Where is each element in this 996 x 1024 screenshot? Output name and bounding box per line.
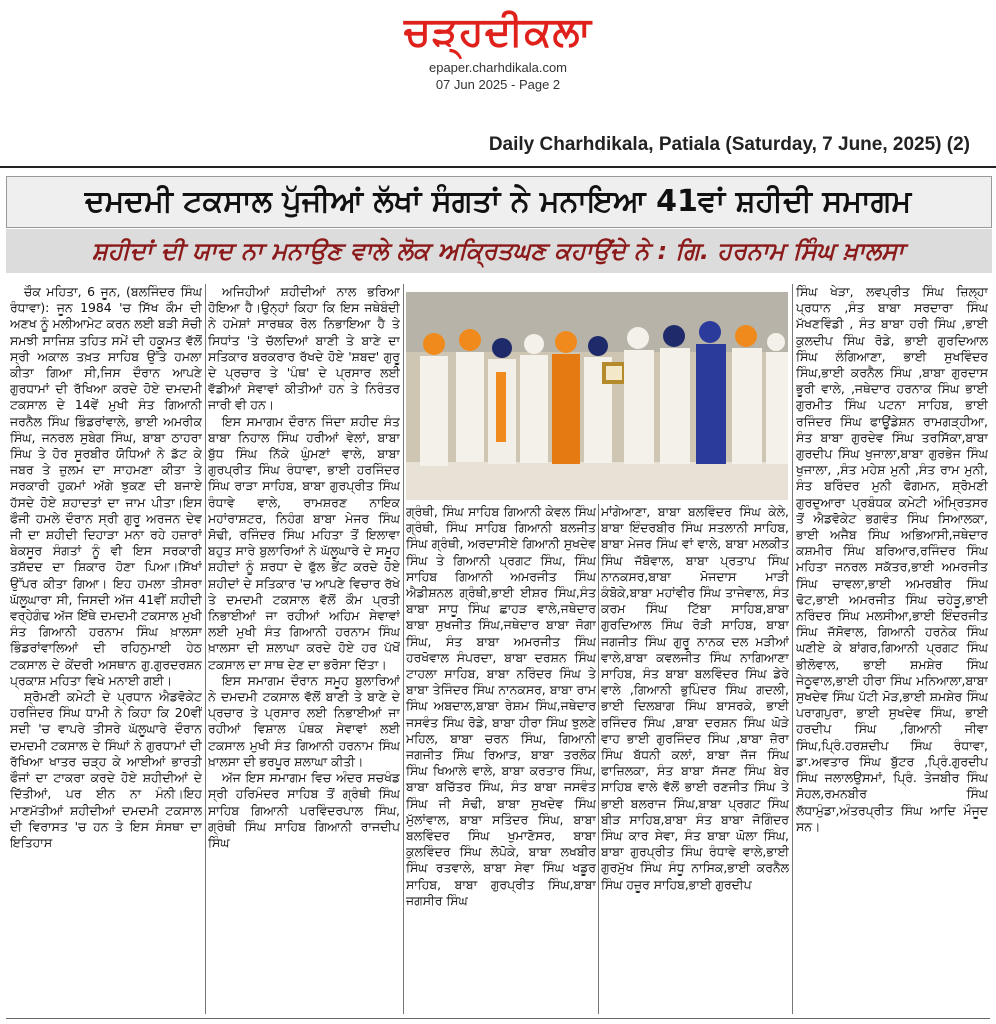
article-column-1 (10, 284, 202, 1018)
ceremony-photo-illustration (406, 292, 788, 500)
article-column-5 (796, 284, 988, 1018)
paper-dateline: Daily Charhdikala, Patiala (Saturday, 7 June, 2025) (2) (488, 134, 970, 155)
masthead-logo: ਚੜ੍ਹਦੀਕਲਾ (404, 9, 592, 55)
ceremony-photo (406, 292, 788, 500)
column-divider (792, 284, 793, 1014)
paragraph: ਅਜਿਹੀਆਂ ਸ਼ਹੀਦੀਆਂ ਨਾਲ ਭਰਿਆ ਹੋਇਆ ਹੈ।ਉਨ੍ਹਾਂ ਕਿਹਾ ਕਿ ਇਸ ਜਥੇਬੰਦੀ ਨੇ ਹਮੇਸ਼ਾਂ ਸਾਰਥਕ ਰੋਲ ਨਿਭਾਇਆ ਹੈ ਤੇ ਸਿਧਾਂਤ 'ਤੇ ਚੱਲਦਿਆਂ ਬਾਣੀ ਤੇ ਬਾਣੇ ਦਾ ਸਤਿਕਾਰ ਬਰਕਰਾਰ ਰੱਖਦੇ ਹੋਏ 'ਸ਼ਬਦ' ਗੁਰੂ ਦੇ ਪ੍ਰਚਾਰ ਤੇ 'ਪੰਥ' ਦੇ ਪ੍ਰਸਾਰ ਲਈ ਵੱਡੀਆਂ ਸੇਵਾਵਾਂ ਕੀਤੀਆਂ ਹਨ ਤੇ ਨਿਰੰਤਰ ਜਾਰੀ ਵੀ ਹਨ। (208, 284, 400, 413)
paragraph: ਚੌਕ ਮਹਿਤਾ, 6 ਜੂਨ, (ਬਲਜਿੰਦਰ ਸਿੰਘ ਰੰਧਾਵਾ): ਜੂਨ 1984 'ਚ ਸਿੱਖ ਕੌਮ ਦੀ ਅਣਖ ਨੂੰ ਮਲੀਆਮੇਟ ਕਰਨ ਲਈ ਬੜੀ ਸੋਚੀ ਸਮਝੀ ਸਾਜਿਸ਼ ਤਹਿਤ ਸਮੇਂ ਦੀ ਹਕੂਮਤ ਵੱਲੋਂ ਸ੍ਰੀ ਅਕਾਲ ਤਖ਼ਤ ਸਾਹਿਬ ਉੱਤੇ ਹਮਲਾ ਕੀਤਾ ਗਿਆ ਸੀ,ਜਿਸ ਦੌਰਾਨ ਆਪਣੇ ਗੁਰਧਾਮਾਂ ਦੀ ਰੱਖਿਆ ਕਰਦੇ ਹੋਏ ਦਮਦਮੀ ਟਕਸਾਲ ਦੇ 14ਵੇਂ ਮੁਖੀ ਸੰਤ ਗਿਆਨੀ ਜਰਨੈਲ ਸਿੰਘ ਭਿੰਡਰਾਂਵਾਲੇ, ਭਾਈ ਅਮਰੀਕ ਸਿੰਘ, ਜਨਰਲ ਸੁਬੇਗ ਸਿੰਘ, ਬਾਬਾ ਠਾਹਰਾ ਸਿੰਘ ਤੇ ਹੋਰ ਸੂਰਬੀਰ ਯੋਧਿਆਂ ਨੇ ਡੱਟ ਕੇ ਜਬਰ ਤੇ ਜ਼ੁਲਮ ਦਾ ਸਾਹਮਣਾ ਕੀਤਾ ਤੇ ਸਰਕਾਰੀ ਹੁਕਮਾਂ ਅੱਗੇ ਝੁਕਣ ਦੀ ਬਜਾਏ ਹੱਸਦੇ ਹੋਏ ਸ਼ਹਾਦਤਾਂ ਦਾ ਜਾਮ ਪੀਤਾ।ਇਸ ਫੌਜੀ ਹਮਲੇ ਦੌਰਾਨ ਸ੍ਰੀ ਗੁਰੂ ਅਰਜਨ ਦੇਵ ਜੀ ਦਾ ਸ਼ਹੀਦੀ ਦਿਹਾੜਾ ਮਨਾ ਰਹੇ ਹਜ਼ਾਰਾਂ ਬੇਕਸੂਰ ਸੰਗਤਾਂ ਨੂੰ ਵੀ ਇਸ ਸਰਕਾਰੀ ਤਸ਼ੱਦਦ ਦਾ ਸ਼ਿਕਾਰ ਹੋਣਾ ਪਿਆ।ਸਿੱਖਾਂ ਉੱਪਰ ਕੀਤਾ ਗਿਆ। ਇਹ ਹਮਲਾ ਤੀਸਰਾ ਘੱਲੂਘਾਰਾ ਸੀ, ਜਿਸਦੀ ਅੱਜ 41ਵੀਂ ਸ਼ਹੀਦੀ ਵਰ੍ਹੇਗੰਢ ਅੱਜ ਇੱਥੇ ਦਮਦਮੀ ਟਕਸਾਲ ਮੁਖੀ ਸੰਤ ਗਿਆਨੀ ਹਰਨਾਮ ਸਿੰਘ ਖ਼ਾਲਸਾ ਭਿੰਡਰਾਂਵਾਲਿਆਂ ਦੀ ਰਹਿਨੁਮਾਈ ਹੇਠ ਟਕਸਾਲ ਦੇ ਕੇਂਦਰੀ ਅਸਥਾਨ ਗੁ.ਗੁਰਦਰਸ਼ਨ ਪ੍ਰਕਾਸ਼ ਮਹਿਤਾ ਵਿਖੇ ਮਨਾਈ ਗਈ। (10, 284, 202, 688)
subheadline: ਸ਼ਹੀਦਾਂ ਦੀ ਯਾਦ ਨਾ ਮਨਾਉਣ ਵਾਲੇ ਲੋਕ ਅਕ੍ਰਿਤਘਣ ਕਹਾਉਂਦੇ ਨੇ : ਗਿ. ਹਰਨਾਮ ਸਿੰਘ ਖ਼ਾਲਸਾ (91, 237, 905, 265)
headline: ਦਮਦਮੀ ਟਕਸਾਲ ਪੁੱਜੀਆਂ ਲੱਖਾਂ ਸੰਗਤਾਂ ਨੇ ਮਨਾਇਆ 41ਵਾਂ ਸ਼ਹੀਦੀ ਸਮਾਗਮ (84, 184, 912, 219)
paragraph: ਇਸ ਸਮਾਗਮ ਦੌਰਾਨ ਸਮੂਹ ਬੁਲਾਰਿਆਂ ਨੇ ਦਮਦਮੀ ਟਕਸਾਲ ਵੱਲੋਂ ਬਾਣੀ ਤੇ ਬਾਣੇ ਦੇ ਪ੍ਰਚਾਰ ਤੇ ਪ੍ਰਸਾਰ ਲਈ ਨਿਭਾਈਆਂ ਜਾ ਰਹੀਆਂ ਵਿਸ਼ਾਲ ਪੰਥਕ ਸੇਵਾਵਾਂ ਲਈ ਟਕਸਾਲ ਮੁਖੀ ਸੰਤ ਗਿਆਨੀ ਹਰਨਾਮ ਸਿੰਘ ਖ਼ਾਲਸਾ ਦੀ ਭਰਪੂਰ ਸ਼ਲਾਘਾ ਕੀਤੀ। (208, 672, 400, 769)
epaper-date: 07 Jun 2025 - Page 2 (435, 77, 561, 92)
column-divider (598, 504, 599, 1014)
paragraph: ਮਾਂਗੇਆਣਾ, ਬਾਬਾ ਬਲਵਿੰਦਰ ਸਿੰਘ ਕੇਲੇ, ਬਾਬਾ ਇੰਦਰਬੀਰ ਸਿੰਘ ਸਤਲਾਨੀ ਸਾਹਿਬ, ਬਾਬਾ ਮੇਜਰ ਸਿੰਘ ਵਾਂ ਵਾਲੇ, ਬਾਬਾ ਮਲਕੀਤ ਸਿੰਘ ਜੱਬੋਵਾਲ, ਬਾਬਾ ਪ੍ਰਤਾਪ ਸਿੰਘ ਨਾਨਕਸਰ,ਬਾਬਾ ਮੋਜਦਾਸ ਮਾੜੀ ਕੰਬੋਕੇ,ਬਾਬਾ ਮਹਾਂਵੀਰ ਸਿੰਘ ਤਾਜੇਵਾਲ, ਸੰਤ ਕਰਮ ਸਿੰਘ ਟਿੱਬਾ ਸਾਹਿਬ,ਬਾਬਾ ਗੁਰਦਿਆਲ ਸਿੰਘ ਰੋੜੀ ਸਾਹਿਬ, ਬਾਬਾ ਜਗਜੀਤ ਸਿੰਘ ਗੁਰੂ ਨਾਨਕ ਦਲ ਮੜੀਆਂ ਵਾਲੇ,ਬਾਬਾ ਕਵਲਜੀਤ ਸਿੰਘ ਨਾਗਿਆਣਾ ਸਾਹਿਬ, ਸੰਤ ਬਾਬਾ ਬਲਵਿੰਦਰ ਸਿੰਘ ਡੇਰੇ ਵਾਲੇ ,ਗਿਆਨੀ ਭੁਪਿੰਦਰ ਸਿੰਘ ਗਦਲੀ, ਭਾਈ ਦਿਲਬਾਗ ਸਿੰਘ ਬਾਸਰਕੇ, ਭਾਈ ਰਜਿੰਦਰ ਸਿੰਘ ,ਬਾਬਾ ਦਰਸ਼ਨ ਸਿੰਘ ਘੋੜੇ ਵਾਹ ਭਾਈ ਗੁਰਜਿੰਦਰ ਸਿੰਘ ,ਬਾਬਾ ਜ਼ੋਰਾ ਸਿੰਘ ਬੱਧਨੀ ਕਲਾਂ, ਬਾਬਾ ਜੱਜ ਸਿੰਘ ਫਾਜ਼ਿਲਕਾ, ਸੰਤ ਬਾਬਾ ਸੱਜਣ ਸਿੰਘ ਬੇਰ ਸਾਹਿਬ ਵਾਲੇ ਵੱਲੋਂ ਭਾਈ ਰਣਜੀਤ ਸਿੰਘ ਤੇ ਭਾਈ ਬਲਰਾਜ ਸਿੰਘ,ਬਾਬਾ ਪ੍ਰਗਟ ਸਿੰਘ ਬੀੜ ਸਾਹਿਬ,ਬਾਬਾ ਸੰਤ ਬਾਬਾ ਜੋਗਿੰਦਰ ਸਿੰਘ ਕਾਰ ਸੇਵਾ, ਸੰਤ ਬਾਬਾ ਘੋਲਾ ਸਿੰਘ, ਬਾਬਾ ਗੁਰਪ੍ਰੀਤ ਸਿੰਘ ਰੰਧਾਵੇ ਵਾਲੇ,ਭਾਈ ਗੁਰਮੁੱਖ ਸਿੰਘ ਸੰਧੂ ਨਾਸਿਕ,ਭਾਈ ਕਰਨੈਲ ਸਿੰਘ ਹਜ਼ੂਰ ਸਾਹਿਬ,ਭਾਈ ਗੁਰਦੀਪ (601, 504, 789, 892)
footer-rule (6, 1018, 990, 1019)
article-column-3 (406, 504, 596, 1018)
paragraph: ਅੱਜ ਇਸ ਸਮਾਗਮ ਵਿਚ ਅੰਦਰ ਸਚਖੰਡ ਸ੍ਰੀ ਹਰਿਮੰਦਰ ਸਾਹਿਬ ਤੋਂ ਗ੍ਰੰਥੀ ਸਿੰਘ ਸਾਹਿਬ ਗਿਆਨੀ ਪਰਵਿੰਦਰਪਾਲ ਸਿੰਘ, ਗ੍ਰੰਥੀ ਸਿੰਘ ਸਾਹਿਬ ਗਿਆਨੀ ਰਾਜਦੀਪ ਸਿੰਘ (208, 770, 400, 850)
paragraph: ਸ਼੍ਰੋਮਣੀ ਕਮੇਟੀ ਦੇ ਪ੍ਰਧਾਨ ਐਡਵੋਕੇਟ ਹਰਜਿੰਦਰ ਸਿੰਘ ਧਾਮੀ ਨੇ ਕਿਹਾ ਕਿ 20ਵੀਂ ਸਦੀ 'ਚ ਵਾਪਰੇ ਤੀਸਰੇ ਘੱਲੂਘਾਰੇ ਦੌਰਾਨ ਦਮਦਮੀ ਟਕਸਾਲ ਦੇ ਸਿੰਘਾਂ ਨੇ ਗੁਰਧਾਮਾਂ ਦੀ ਰੱਖਿਆ ਖਾਤਰ ਚੜ੍ਹ ਕੇ ਆਈਆਂ ਭਾਰਤੀ ਫੌਜਾਂ ਦਾ ਟਾਕਰਾ ਕਰਦੇ ਹੋਏ ਸ਼ਹੀਦੀਆਂ ਦੇ ਦਿੱਤੀਆਂ, ਪਰ ਈਨ ਨਾ ਮੰਨੀ।ਇਹ ਮਾਣਮੱਤੀਆਂ ਸ਼ਹੀਦੀਆਂ ਦਮਦਮੀ ਟਕਸਾਲ ਦੀ ਵਿਰਾਸਤ 'ਚ ਹਨ ਤੇ ਇਸ ਸੰਸਥਾ ਦਾ ਇਤਿਹਾਸ (10, 689, 202, 850)
header-rule (0, 166, 996, 168)
article-column-2 (208, 284, 400, 1018)
epaper-url[interactable]: epaper.charhdikala.com (428, 60, 568, 75)
paragraph: ਗ੍ਰੰਥੀ, ਸਿੰਘ ਸਾਹਿਬ ਗਿਆਨੀ ਕੇਵਲ ਸਿੰਘ ਗ੍ਰੰਥੀ, ਸਿੰਘ ਸਾਹਿਬ ਗਿਆਨੀ ਬਲਜੀਤ ਸਿੰਘ ਗ੍ਰੰਥੀ, ਅਰਦਾਸੀਏ ਗਿਆਨੀ ਸੁਖਦੇਵ ਸਿੰਘ ਤੇ ਗਿਆਨੀ ਪ੍ਰਗਟ ਸਿੰਘ, ਸਿੰਘ ਸਾਹਿਬ ਗਿਆਨੀ ਅਮਰਜੀਤ ਸਿੰਘ ਐਡੀਸ਼ਨਲ ਗ੍ਰੰਥੀ,ਭਾਈ ਈਸ਼ਰ ਸਿੰਘ,ਸੰਤ ਬਾਬਾ ਸਾਧੂ ਸਿੰਘ ਛਾਹੜ ਵਾਲੇ,ਜਥੇਦਾਰ ਬਾਬਾ ਸੁਖਜੀਤ ਸਿੰਘ,ਜਥੇਦਾਰ ਬਾਬਾ ਜੋਗਾ ਸਿੰਘ, ਸੰਤ ਬਾਬਾ ਅਮਰਜੀਤ ਸਿੰਘ ਹਰਖੋਵਾਲ ਸੰਪਰਦਾ, ਬਾਬਾ ਦਰਸ਼ਨ ਸਿੰਘ ਟਾਹਲਾ ਸਾਹਿਬ, ਬਾਬਾ ਨਰਿੰਦਰ ਸਿੰਘ ਤੇ ਬਾਬਾ ਤੇਜਿੰਦਰ ਸਿੰਘ ਨਾਨਕਸਰ, ਬਾਬਾ ਰਾਮ ਸਿੰਘ ਅਬਦਾਲ,ਬਾਬਾ ਰੇਸ਼ਮ ਸਿੰਘ,ਜਥੇਦਾਰ ਜਸਵੰਤ ਸਿੰਘ ਰੋਡੇ, ਬਾਬਾ ਹੀਰਾ ਸਿੰਘ ਝੁਲਣੇ ਮਹਿਲ, ਬਾਬਾ ਚਰਨ ਸਿੰਘ, ਗਿਆਨੀ ਜਗਜੀਤ ਸਿੰਘ ਰਿਆੜ, ਬਾਬਾ ਤਰਲੋਕ ਸਿੰਘ ਖਿਆਲੇ ਵਾਲੇ, ਬਾਬਾ ਕਰਤਾਰ ਸਿੰਘ, ਬਾਬਾ ਬਚਿੱਤਰ ਸਿੰਘ, ਸੰਤ ਬਾਬਾ ਜਸਵੰਤ ਸਿੰਘ ਜੀ ਸੋਢੀ, ਬਾਬਾ ਸੁਖਦੇਵ ਸਿੰਘ ਮੁੱਲਾਂਵਾਲ, ਬਾਬਾ ਸਤਿੰਦਰ ਸਿੰਘ, ਬਾਬਾ ਬਲਵਿੰਦਰ ਸਿੰਘ ਖੁਮਾਣੋਸਰ, ਬਾਬਾ ਕੁਲਵਿੰਦਰ ਸਿੰਘ ਲੋਪੋਕੇ, ਬਾਬਾ ਲਖਬੀਰ ਸਿੰਘ ਰਤਵਾਲੇ, ਬਾਬਾ ਸੇਵਾ ਸਿੰਘ ਖਡੂਰ ਸਾਹਿਬ, ਬਾਬਾ ਗੁਰਪ੍ਰੀਤ ਸਿੰਘ,ਬਾਬਾ ਜਗਸੀਰ ਸਿੰਘ (406, 504, 596, 908)
column-divider (205, 284, 206, 1014)
article-column-4 (601, 504, 789, 1018)
column-divider (403, 284, 404, 1014)
paragraph: ਸਿੰਘ ਖੇੜਾ, ਲਵਪ੍ਰੀਤ ਸਿੰਘ ਜ਼ਿਲ੍ਹਾ ਪ੍ਰਧਾਨ ,ਸੰਤ ਬਾਬਾ ਸਰਦਾਰਾ ਸਿੰਘ ਮੱਖਣਵਿੰਡੀ , ਸੰਤ ਬਾਬਾ ਹਰੀ ਸਿੰਘ ,ਭਾਈ ਕੁਲਦੀਪ ਸਿੰਘ ਰੋਡੇ, ਭਾਈ ਗੁਰਦਿਆਲ ਸਿੰਘ ਲੰਗਿਆਣਾ, ਭਾਈ ਸੁਖਵਿੰਦਰ ਸਿੰਘ,ਭਾਈ ਕਰਨੈਲ ਸਿੰਘ ,ਬਾਬਾ ਗੁਰਦਾਸ ਭੂਰੀ ਵਾਲੇ, ,ਜਥੇਦਾਰ ਹਰਨਾਕ ਸਿੰਘ ਭਾਈ ਗੁਰਮੀਤ ਸਿੰਘ ਪਟਨਾ ਸਾਹਿਬ, ਭਾਈ ਰਜਿੰਦਰ ਸਿੰਘ ਫਾਊਂਡੇਸ਼ਨ ਰਾਮਗੜ੍ਹੀਆ, ਸੰਤ ਬਾਬਾ ਗੁਰਦੇਵ ਸਿੰਘ ਤਰਸਿੱਕਾ,ਬਾਬਾ ਗੁਰਦੀਪ ਸਿੰਘ ਖੁਜਾਲਾ,ਬਾਬਾ ਗੁਰਭੇਜ ਸਿੰਘ ਖੁਜਾਲਾ, ,ਸੰਤ ਮਹੇਸ਼ ਮੁਨੀ ,ਸੰਤ ਰਾਮ ਮੁਨੀ, ਸੰਤ ਬਰਿੰਦਰ ਮੁਨੀ ਫੋਗਮਨ, ਸ਼੍ਰੋਮਣੀ ਗੁਰਦੁਆਰਾ ਪ੍ਰਬੰਧਕ ਕਮੇਟੀ ਅੰਮ੍ਰਿਤਸਰ ਤੋਂ ਐਡਵੋਕੇਟ ਭਗਵੰਤ ਸਿੰਘ ਸਿਆਲਕਾ, ਭਾਈ ਅਜੈਬ ਸਿੰਘ ਅਭਿਆਸੀ,ਜਥੇਦਾਰ ਕਸ਼ਮੀਰ ਸਿੰਘ ਬਰਿਆਰ,ਰਜਿੰਦਰ ਸਿੰਘ ਮਹਿਤਾ ਜਨਰਲ ਸਕੱਤਰ,ਭਾਈ ਅਮਰਜੀਤ ਸਿੰਘ ਚਾਵਲਾ,ਭਾਈ ਅਮਰਬੀਰ ਸਿੰਘ ਢੋਟ,ਭਾਈ ਅਮਰਜੀਤ ਸਿੰਘ ਚਹੇੜੂ,ਭਾਈ ਨਰਿੰਦਰ ਸਿੰਘ ਮਲਸੀਆ,ਭਾਈ ਇੰਦਰਜੀਤ ਸਿੰਘ ਜੱਸੋਵਾਲ, ਗਿਆਨੀ ਹਰਨੇਕ ਸਿੰਘ ਘਣੀਏ ਕੇ ਬਾਂਗਰ,ਗਿਆਨੀ ਪ੍ਰਗਟ ਸਿੰਘ ਭੀਲੋਵਾਲ, ਭਾਈ ਸ਼ਮਸ਼ੇਰ ਸਿੰਘ ਜੇਠੂਵਾਲ,ਭਾਈ ਹੀਰਾ ਸਿੰਘ ਮਨਿਆਲਾ,ਬਾਬਾ ਸੁਖਦੇਵ ਸਿੰਘ ਪੱਟੀ ਮੋੜ,ਭਾਈ ਸ਼ਮਸ਼ੇਰ ਸਿੰਘ ਪਰਾਗਪੁਰਾ, ਭਾਈ ਸੁਖਦੇਵ ਸਿੰਘ, ਭਾਈ ਹਰਦੀਪ ਸਿੰਘ ,ਗਿਆਨੀ ਜੀਵਾ ਸਿੰਘ,ਪ੍ਰਿੰ.ਹਰਸ਼ਦੀਪ ਸਿੰਘ ਰੰਧਾਵਾ, ਡਾ.ਅਵਤਾਰ ਸਿੰਘ ਬੁੱਟਰ ,ਪ੍ਰਿੰ.ਗੁਰਦੀਪ ਸਿੰਘ ਜਲਾਲਉਸਮਾਂ, ਪ੍ਰਿੰ. ਤੇਜਬੀਰ ਸਿੰਘ ਸੋਹਲ,ਰਮਨਬੀਰ ਸਿੰਘ ਲੱਧਾਮੁੰਡਾ,ਅੰਤਰਪ੍ਰੀਤ ਸਿੰਘ ਆਦਿ ਮੌਜੂਦ ਸਨ। (796, 284, 988, 834)
paragraph: ਇਸ ਸਮਾਗਮ ਦੌਰਾਨ ਜਿੰਦਾ ਸ਼ਹੀਦ ਸੰਤ ਬਾਬਾ ਨਿਹਾਲ ਸਿੰਘ ਹਰੀਆਂ ਵੇਲਾਂ, ਬਾਬਾ ਬੁੱਧ ਸਿੰਘ ਨਿੱਕੇ ਘੁੰਮਣਾਂ ਵਾਲੇ, ਬਾਬਾ ਗੁਰਪ੍ਰੀਤ ਸਿੰਘ ਰੰਧਾਵਾ, ਭਾਈ ਹਰਜਿੰਦਰ ਸਿੰਘ ਰਾੜਾ ਸਾਹਿਬ, ਬਾਬਾ ਗੁਰਪ੍ਰੀਤ ਸਿੰਘ ਰੰਧਾਵੇ ਵਾਲੇ, ਰਾਮਸ਼ਰਣ ਨਾਇਕ ਮਹਾਂਰਾਸ਼ਟਰ, ਨਿਹੰਗ ਬਾਬਾ ਮੇਜਰ ਸਿੰਘ ਸੋਢੀ, ਰਜਿੰਦਰ ਸਿੰਘ ਮਹਿਤਾ ਤੋਂ ਇਲਾਵਾ ਬਹੁਤ ਸਾਰੇ ਬੁਲਾਰਿਆਂ ਨੇ ਘੱਲੂਘਾਰੇ ਦੇ ਸਮੂਹ ਸ਼ਹੀਦਾਂ ਨੂੰ ਸ਼ਰਧਾ ਦੇ ਫੁੱਲ ਭੇਂਟ ਕਰਦੇ ਹੋਏ ਸ਼ਹੀਦਾਂ ਦੇ ਸਤਿਕਾਰ 'ਚ ਆਪਣੇ ਵਿਚਾਰ ਰੱਖੇ ਤੇ ਦਮਦਮੀ ਟਕਸਾਲ ਵੱਲੋਂ ਕੌਮ ਪ੍ਰਤੀ ਨਿਭਾਈਆਂ ਜਾ ਰਹੀਆਂ ਅਹਿਮ ਸੇਵਾਵਾਂ ਲਈ ਮੁਖੀ ਸੰਤ ਗਿਆਨੀ ਹਰਨਾਮ ਸਿੰਘ ਖ਼ਾਲਸਾ ਦੀ ਸ਼ਲਾਘਾ ਕਰਦੇ ਹੋਏ ਹਰ ਪੱਖੋਂ ਟਕਸਾਲ ਦਾ ਸਾਥ ਦੇਣ ਦਾ ਭਰੋਸਾ ਦਿੱਤਾ। (208, 413, 400, 672)
